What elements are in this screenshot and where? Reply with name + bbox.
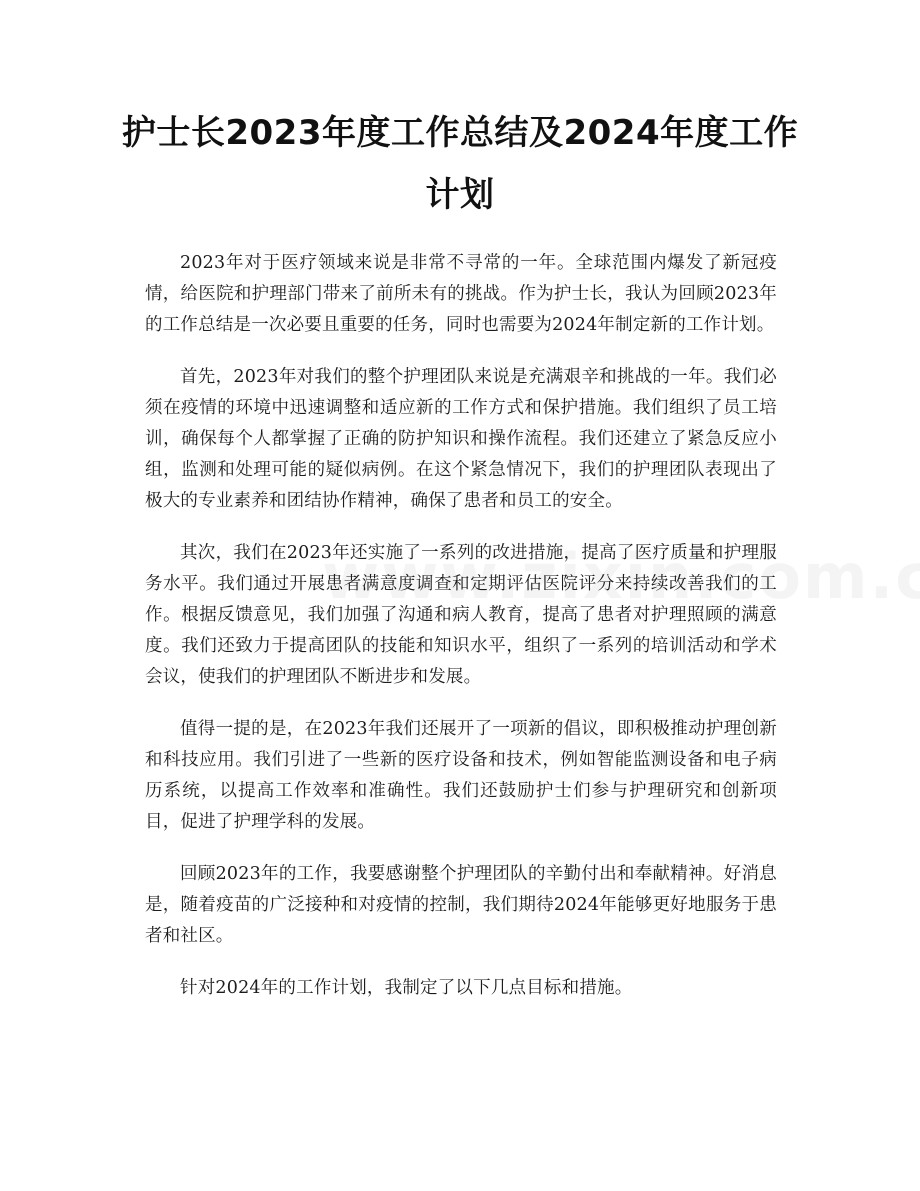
paragraph-first: 首先，2023年对我们的整个护理团队来说是充满艰辛和挑战的一年。我们必须在疫情的环境中迅速调整和适应新的工作方式和保护措施。我们组织了员工培训，确保每个人都掌握了正确的防护知识和操作流程。我们还建立了紧急反应小组，监测和处理可能的疑似病例。在这个紧急情况下，我们的护理团队表现出了极大的专业素养和团结协作精神，确保了患者和员工的安全。 <box>145 367 777 511</box>
paragraph-intro: 2023年对于医疗领域来说是非常不寻常的一年。全球范围内爆发了新冠疫情，给医院和护理部门带来了前所未有的挑战。作为护士长，我认为回顾2023年的工作总结是一次必要且重要的任务，同时也需要为2024年制定新的工作计划。 <box>145 253 777 335</box>
paragraph-plan: 针对2024年的工作计划，我制定了以下几点目标和措施。 <box>180 978 633 998</box>
paragraph-second: 其次，我们在2023年还实施了一系列的改进措施，提高了医疗质量和护理服务水平。我们通过开展患者满意度调查和定期评估医院评分来持续改善我们的工作。根据反馈意见，我们加强了沟通和病人教育，提高了患者对护理照顾的满意度。我们还致力于提高团队的技能和知识水平，组织了一系列的培训活动和学术会议，使我们的护理团队不断进步和发展。 <box>145 543 777 687</box>
document-body <box>145 248 777 1025</box>
paragraph-innovation: 值得一提的是，在2023年我们还展开了一项新的倡议，即积极推动护理创新和科技应用。我们引进了一些新的医疗设备和技术，例如智能监测设备和电子病历系统，以提高工作效率和准确性。我们还鼓励护士们参与护理研究和创新项目，促进了护理学科的发展。 <box>145 719 777 832</box>
paragraph-review: 回顾2023年的工作，我要感谢整个护理团队的辛勤付出和奉献精神。好消息是，随着疫苗的广泛接种和对疫情的控制，我们期待2024年能够更好地服务于患者和社区。 <box>145 864 777 946</box>
document-title: 护士长2023年度工作总结及2024年度工作计划 <box>121 113 799 215</box>
